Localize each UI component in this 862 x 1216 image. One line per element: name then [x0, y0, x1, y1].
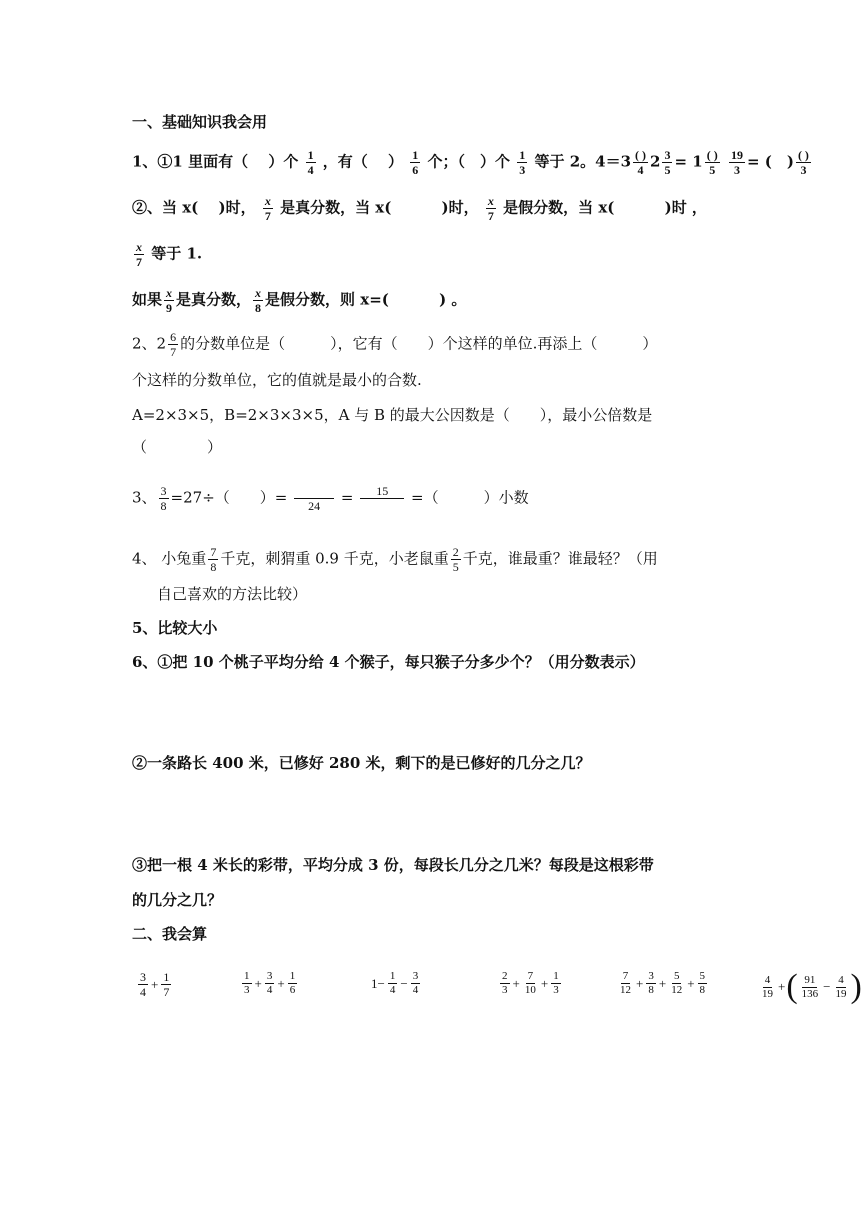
- q1b-text: 是真分数，当 x( )时，: [280, 198, 479, 217]
- fraction: $\frac{7}{8}$: [210, 545, 217, 574]
- q1b-line2: [132, 240, 202, 269]
- q1-text: 个；（ ）个: [427, 152, 511, 171]
- fraction: $\frac{3}{4}$: [266, 970, 273, 996]
- q3-line: [132, 484, 529, 513]
- calc-expression-5: $\frac{7}{12}$ + $\frac{3}{8}$ + $\frac{5}{12}$ + $\frac{5}{8}$: [620, 970, 706, 996]
- q1-text: 2: [650, 152, 661, 171]
- q1-prefix: 1、①1 里面有（ ）个: [132, 152, 299, 171]
- q4-text: 千克，谁最重？谁最轻？（用: [462, 549, 658, 568]
- q3-text: 3、: [132, 488, 157, 507]
- fraction: $\frac{3}{8}$: [648, 970, 654, 996]
- q4-text: 千克，刺猬重 0.9 千克，小老鼠重: [220, 549, 449, 568]
- q1b-line: [132, 194, 707, 223]
- q2-text: 2、2: [132, 334, 167, 353]
- fraction: $\frac{1}{3}$: [553, 970, 559, 996]
- q2-text: 的分数单位是（ ），它有（ ）个这样的单位.再添上（ ）: [180, 334, 658, 353]
- q4-line: [132, 545, 658, 574]
- fraction: $\frac{3}{4}$: [140, 970, 146, 999]
- q4-line2: 自己喜欢的方法比较）: [157, 585, 308, 603]
- q1-text: ，有（ ）: [322, 152, 404, 171]
- section2-title: 二、我会算: [132, 925, 208, 943]
- fraction: $\frac{3}{4}$: [412, 970, 419, 996]
- q6c-text2: 的几分之几？: [132, 891, 223, 909]
- fraction: $\frac{x}{7}$: [136, 240, 142, 269]
- blank-fraction: 24: [294, 484, 334, 513]
- fraction: $\frac{3}{5}$: [664, 148, 671, 177]
- fraction: $\frac{x}{7}$: [264, 194, 271, 223]
- fraction: $\frac{x}{7}$: [487, 194, 494, 223]
- q1c-text: 是真分数，: [176, 290, 252, 309]
- fraction: $\frac{91}{136}$: [801, 973, 819, 1000]
- q1c-text: 是假分数，则 x=( ) 。: [265, 290, 467, 309]
- fraction: $\frac{19}{3}$: [730, 148, 743, 177]
- blank-fraction: 15: [360, 484, 404, 513]
- fraction: $\frac{5}{12}$: [671, 970, 683, 996]
- q3-text: =27÷（ ）=: [170, 488, 288, 507]
- q2-line: [132, 330, 657, 359]
- q6c-text: ③把一根 4 米长的彩带，平均分成 3 份，每段长几分之几米？每段是这根彩带: [132, 856, 654, 874]
- q1b-text: ②、当 x( )时，: [132, 198, 256, 217]
- q2-line3: A=2×3×5，B=2×3×3×5，A 与 B 的最大公因数是（ ），最小公倍数是: [132, 406, 653, 424]
- calc-expression-3: 1− $\frac{1}{4}$ − $\frac{3}{4}$: [371, 970, 419, 996]
- section1-title: 一、基础知识我会用: [132, 113, 268, 131]
- calc-expression-2: $\frac{1}{3}$ + $\frac{3}{4}$ + $\frac{1}{6}$: [244, 970, 296, 996]
- q3-text: =: [340, 488, 354, 507]
- fraction: $\frac{1}{6}$: [412, 148, 419, 177]
- fraction: $\frac{6}{7}$: [170, 330, 177, 359]
- q1-text: 等于 2。4＝3: [534, 152, 632, 171]
- q1-line: [132, 148, 813, 177]
- q1c-line: [132, 286, 466, 315]
- fraction: $\frac{1}{6}$: [289, 970, 296, 996]
- q4-text: 4、 小兔重: [132, 549, 207, 568]
- fraction: $\frac{1}{3}$: [244, 970, 250, 996]
- left-paren: (: [786, 968, 798, 1005]
- fraction: $\frac{1}{3}$: [519, 148, 526, 177]
- q5-title: 5、比较大小: [132, 619, 218, 637]
- q3-text: =（ ）小数: [411, 488, 529, 507]
- fraction: $\frac{2}{3}$: [502, 970, 508, 996]
- fraction: $\frac{5}{8}$: [699, 970, 706, 996]
- q1b-text: 是假分数，当 x( )时 ，: [503, 198, 707, 217]
- calc-expression-4: $\frac{2}{3}$ + $\frac{7}{10}$ + $\frac{1}{3}$: [502, 970, 559, 996]
- fraction: $\frac{3}{8}$: [160, 484, 167, 513]
- fraction: $\frac{1}{4}$: [389, 970, 396, 996]
- q1c-text: 如果: [132, 290, 163, 309]
- fraction: $\frac{1}{4}$: [307, 148, 314, 177]
- fraction: $\frac{4}{19}$: [835, 973, 847, 1000]
- q2-line2: 个这样的分数单位，它的值就是最小的合数.: [132, 371, 422, 389]
- q2-line4: （ ）: [132, 438, 223, 456]
- fraction: $\frac{( )}{3}$: [797, 148, 809, 177]
- fraction: $\frac{4}{19}$: [762, 973, 773, 1000]
- fraction: $\frac{1}{7}$: [163, 970, 170, 999]
- right-paren: ): [850, 968, 862, 1005]
- q1b-text: 等于 1.: [151, 244, 203, 263]
- calc-expression-1: $\frac{3}{4}$ + $\frac{1}{7}$: [140, 970, 170, 999]
- fraction: $\frac{( )}{5}$: [706, 148, 718, 177]
- fraction: $\frac{( )}{4}$: [635, 148, 647, 177]
- q1-text: = 1: [674, 152, 703, 171]
- q1-text: = ( ): [746, 152, 794, 171]
- q6b-text: ②一条路长 400 米，已修好 280 米，剩下的是已修好的几分之几？: [132, 754, 591, 772]
- fraction: $\frac{x}{9}$: [166, 286, 173, 315]
- fraction: $\frac{7}{10}$: [524, 970, 536, 996]
- q6a-text: 6、①把 10 个桃子平均分给 4 个猴子，每只猴子分多少个？（用分数表示）: [132, 653, 645, 671]
- fraction: $\frac{7}{12}$: [620, 970, 631, 996]
- fraction: $\frac{2}{5}$: [452, 545, 459, 574]
- fraction: $\frac{x}{8}$: [255, 286, 262, 315]
- calc-expression-6: $\frac{4}{19}$ + ( $\frac{91}{136}$ − $\frac{4}{19}$ ): [762, 968, 862, 1005]
